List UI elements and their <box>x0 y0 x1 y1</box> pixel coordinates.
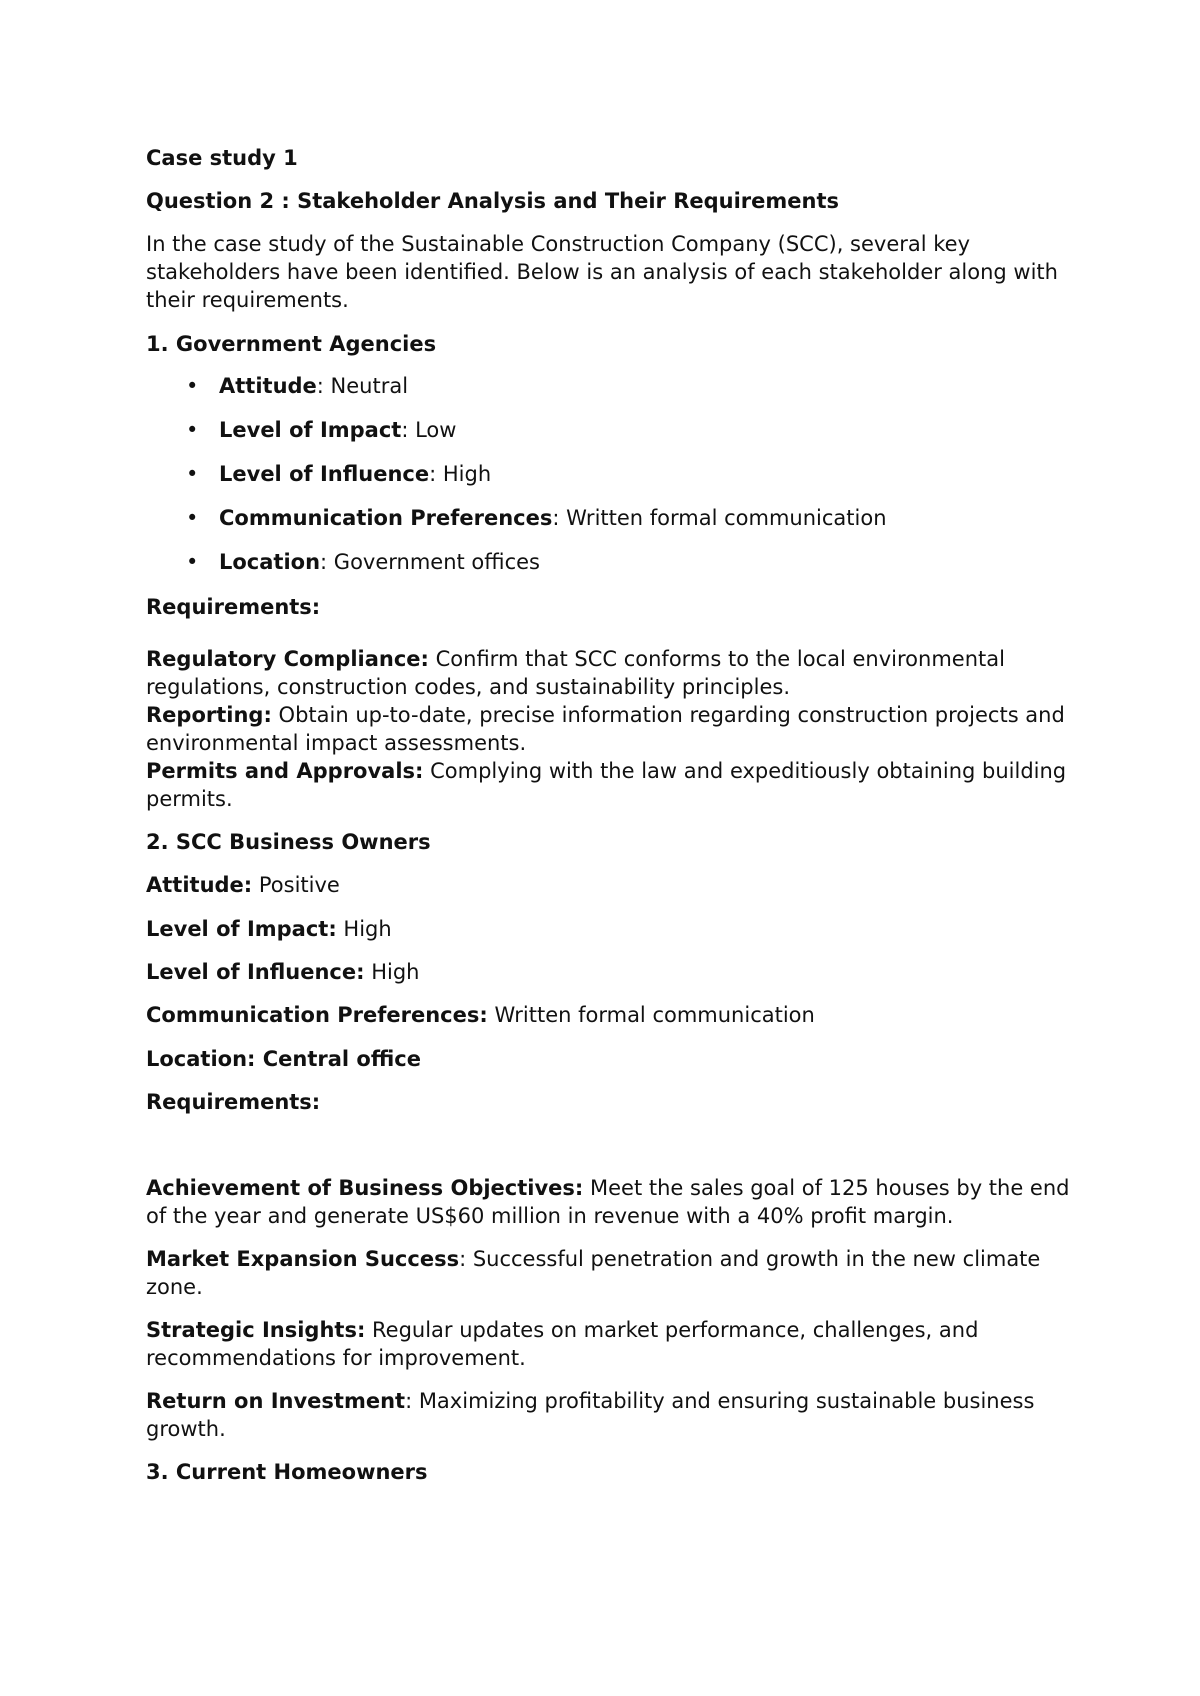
intro-paragraph: In the case study of the Sustainable Construction Company (SCC), several key stakeholders have been identified. Below is an analysis of each stakeholder along with their requirements. <box>146 232 1058 312</box>
field-location: Location: Central office <box>146 1047 421 1071</box>
document-page <box>146 144 1076 1486</box>
requirement-item: Reporting: Obtain up-to-date, precise information regarding construction projects and environmental impact assessments. <box>146 703 1065 755</box>
field-communication: Communication Preferences: Written formal communication <box>146 1003 815 1027</box>
requirements-heading-business-owners: Requirements: <box>146 1090 321 1114</box>
list-item: • Attitude: Neutral <box>186 374 409 398</box>
bullet-icon: • <box>186 550 199 574</box>
list-item: • Level of Impact: Low <box>186 418 457 442</box>
requirement-item: Permits and Approvals: Complying with the law and expeditiously obtaining building permits. <box>146 759 1067 811</box>
requirement-item: Return on Investment: Maximizing profitability and ensuring sustainable business growth. <box>146 1389 1035 1441</box>
government-requirements <box>146 645 1076 813</box>
list-item: • Location: Government offices <box>186 550 540 574</box>
question-title: Question 2 : Stakeholder Analysis and Their Requirements <box>146 189 840 213</box>
case-title: Case study 1 <box>146 146 298 170</box>
requirement-item: Strategic Insights: Regular updates on market performance, challenges, and recommendations for improvement. <box>146 1318 979 1370</box>
list-item: • Communication Preferences: Written formal communication <box>186 506 887 530</box>
bullet-icon: • <box>186 462 199 486</box>
field-attitude: Attitude: Positive <box>146 873 340 897</box>
section-heading-government: 1. Government Agencies <box>146 332 437 356</box>
requirement-item: Achievement of Business Objectives: Meet the sales goal of 125 houses by the end of the year and generate US$60 million in revenue with a 40% profit margin. <box>146 1176 1070 1228</box>
section-heading-business-owners: 2. SCC Business Owners <box>146 830 431 854</box>
bullet-icon: • <box>186 506 199 530</box>
requirements-heading-government: Requirements: <box>146 595 321 619</box>
bullet-icon: • <box>186 374 199 398</box>
list-item: • Level of Influence: High <box>186 462 492 486</box>
field-influence: Level of Influence: High <box>146 960 420 984</box>
government-attributes-list <box>146 372 1076 576</box>
bullet-icon: • <box>186 418 199 442</box>
section-heading-current-homeowners: 3. Current Homeowners <box>146 1460 428 1484</box>
field-impact: Level of Impact: High <box>146 917 392 941</box>
requirement-item: Market Expansion Success: Successful penetration and growth in the new climate zone. <box>146 1247 1041 1299</box>
requirement-item: Regulatory Compliance: Confirm that SCC conforms to the local environmental regulations, construction codes, and sustainability principles. <box>146 647 1005 699</box>
